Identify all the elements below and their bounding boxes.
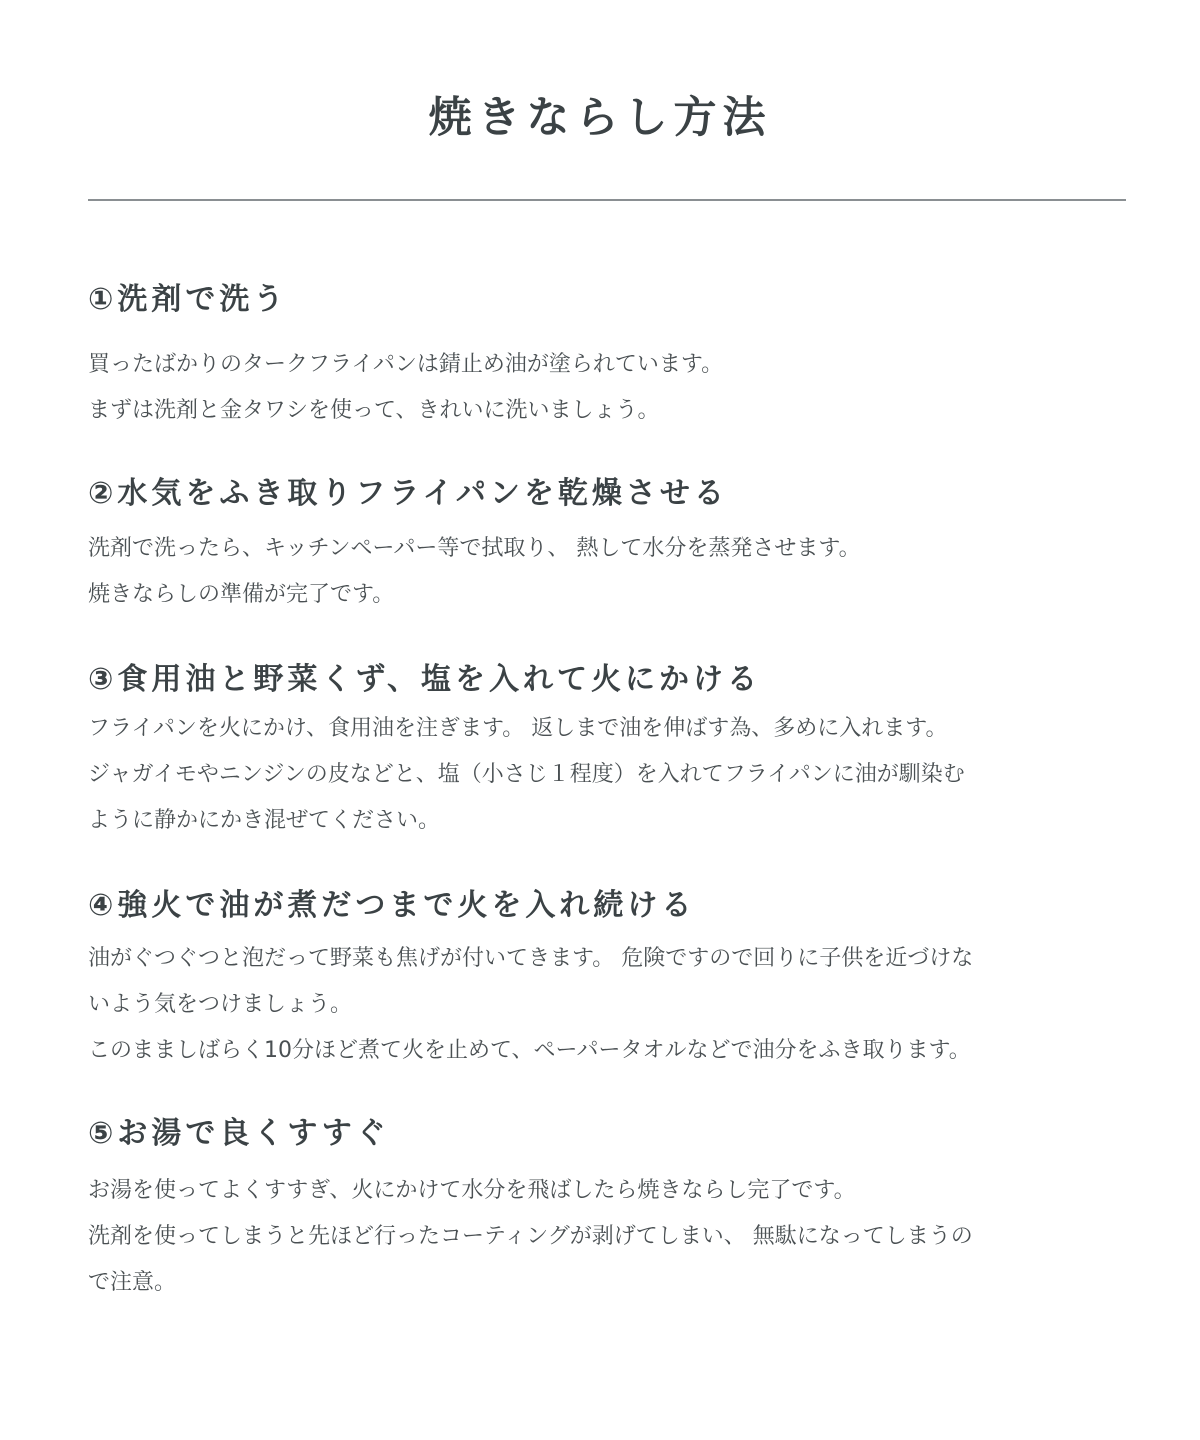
step-heading: ⑤お湯で良くすすぐ — [88, 1116, 390, 1151]
step-description — [88, 526, 1128, 618]
step-text-line: まずは洗剤と金タワシを使って、きれいに洗いましょう。 — [88, 398, 660, 423]
step-text-line: いよう気をつけましょう。 — [88, 992, 353, 1017]
step-description — [88, 936, 1128, 1074]
step-description — [88, 1168, 1128, 1306]
step-boil-oil — [88, 884, 1128, 1074]
step-heat-oil-vegetables — [88, 658, 1128, 844]
step-text-line: 買ったばかりのタークフライパンは錆止め油が塗られています。 — [88, 352, 724, 377]
step-text-line: 油がぐつぐつと泡だって野菜も焦げが付いてきます。 危険ですので回りに子供を近づけな — [88, 946, 974, 971]
step-text-line: 洗剤を使ってしまうと先ほど行ったコーティングが剥げてしまい、 無駄になってしまうの — [88, 1224, 973, 1249]
step-text-line: お湯を使ってよくすすぎ、火にかけて水分を飛ばしたら焼きならし完了です。 — [88, 1178, 856, 1203]
step-dry-pan — [88, 472, 1128, 618]
step-wash-with-detergent — [88, 278, 1128, 434]
step-text-line: ように静かにかき混ぜてください。 — [88, 808, 441, 833]
step-text-line: フライパンを火にかけ、食用油を注ぎます。 返しまで油を伸ばす為、多めに入れます。 — [88, 716, 948, 741]
step-description — [88, 342, 1128, 434]
step-heading: ②水気をふき取りフライパンを乾燥させる — [88, 476, 728, 511]
step-heading: ④強火で油が煮だつまで火を入れ続ける — [88, 888, 696, 923]
step-heading: ①洗剤で洗う — [88, 282, 288, 317]
step-text-line: 焼きならしの準備が完了です。 — [88, 582, 395, 607]
page-title: 焼きならし方法 — [428, 93, 772, 143]
title-divider — [88, 199, 1126, 201]
step-heading: ③食用油と野菜くず、塩を入れて火にかける — [88, 662, 761, 697]
step-rinse-hot-water — [88, 1112, 1128, 1306]
step-text-line: ジャガイモやニンジンの皮などと、塩（小さじ１程度）を入れてフライパンに油が馴染む — [88, 762, 965, 787]
step-text-line: 洗剤で洗ったら、キッチンペーパー等で拭取り、 熱して水分を蒸発させます。 — [88, 536, 861, 561]
step-description — [88, 706, 1128, 844]
step-text-line: このまましばらく10分ほど煮て火を止めて、ペーパータオルなどで油分をふき取ります。 — [88, 1038, 971, 1063]
step-text-line: で注意。 — [88, 1270, 177, 1295]
